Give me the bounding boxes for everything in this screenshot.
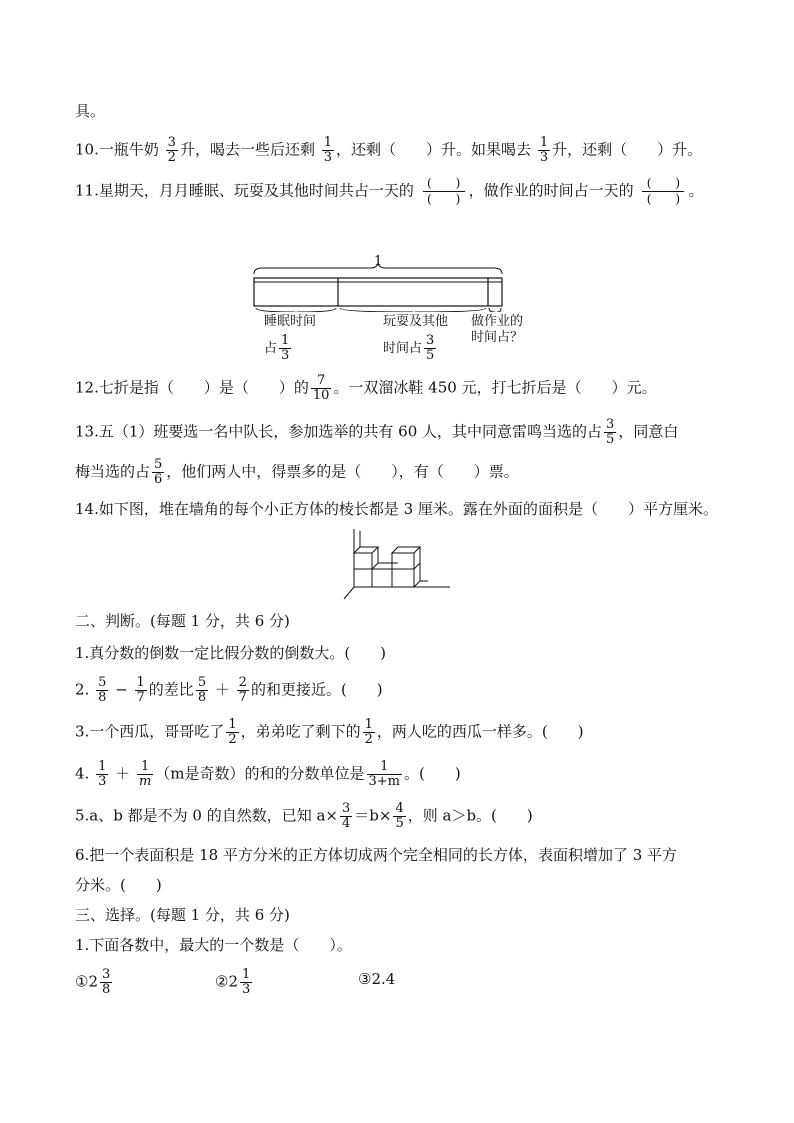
choice-question-1: 1.下面各数中，最大的一个数是（ ）。 [75, 936, 352, 954]
play-label: 玩耍及其他 时间占 $\frac{3}{5}$ [383, 314, 449, 363]
fraction: $\frac{1}{7}$ [136, 675, 145, 705]
answer-blank-fraction[interactable]: $\frac{( )}{( )}$ [423, 176, 465, 207]
judge-item-5: 5.a、b 都是不为 0 的自然数，已知 a× $\frac{3}{4}$ ＝b× $\frac{4}{5}$ ，则 a＞b。( ) [75, 801, 533, 831]
choice-option-2[interactable]: ②2 $\frac{1}{3}$ [215, 967, 251, 997]
question-13-line2: 梅当选的占 $\frac{5}{6}$ ，他们两人中，得票多的是（ ），有（ ）票。 [75, 457, 519, 487]
fraction: $\frac{2}{7}$ [238, 675, 247, 705]
fraction: $\frac{1}{3}$ [281, 333, 290, 363]
homework-label: 做作业的 时间占？ [471, 314, 524, 345]
fraction: $\frac{5}{6}$ [154, 457, 163, 487]
fraction: $\frac{1}{2}$ [364, 717, 373, 747]
cube-stack-figure [342, 527, 452, 603]
fraction: $\frac{5}{8}$ [98, 675, 107, 705]
fraction: $\frac{3}{4}$ [342, 801, 351, 831]
fraction: $\frac{1}{3+m}$ [368, 759, 401, 789]
fraction: $\frac{4}{5}$ [395, 801, 404, 831]
answer-blank-fraction[interactable]: $\frac{( )}{( )}$ [642, 176, 684, 207]
sleep-label: 睡眠时间 占 $\frac{1}{3}$ [264, 314, 317, 363]
question-11: 11.星期天，月月睡眠、玩耍及其他时间共占一天的 $\frac{( )}{( )}$ ，做作业的时间占一天的 $\frac{( )}{( )}$ 。 [75, 176, 704, 206]
fraction: $\frac{7}{10}$ [312, 373, 330, 403]
fraction: $\frac{3}{2}$ [167, 135, 176, 165]
fraction: $\frac{3}{5}$ [426, 333, 435, 363]
judge-item-1: 1.真分数的倒数一定比假分数的倒数大。( ) [75, 644, 387, 662]
fraction: $\frac{1}{3}$ [539, 135, 549, 165]
section-3-title: 三、选择。(每题 1 分，共 6 分) [75, 906, 290, 924]
section-2-title: 二、判断。(每题 1 分，共 6 分) [75, 612, 290, 630]
segment-diagram [248, 252, 518, 312]
judge-item-6-line2: 分米。( ) [75, 876, 162, 894]
fraction: $\frac{3}{8}$ [102, 967, 111, 997]
fraction: $\frac{5}{8}$ [197, 675, 207, 705]
question-10: 10.一瓶牛奶 $\frac{3}{2}$ 升，喝去一些后还剩 $\frac{1}{3}$ ，还剩（ ）升。如果喝去 $\frac{1}{3}$ 升，还剩（ ）升。 [75, 135, 703, 165]
fraction: $\frac{3}{5}$ [606, 417, 615, 447]
choice-option-1[interactable]: ①2 $\frac{3}{8}$ [75, 967, 111, 997]
question-13-line1: 13.五（1）班要选一名中队长，参加选举的共有 60 人，其中同意雷鸣当选的占 $\frac{3}{5}$ ，同意白 [75, 417, 679, 447]
judge-item-3: 3.一个西瓜，哥哥吃了 $\frac{1}{2}$ ，弟弟吃了剩下的 $\frac{1}{2}$ ，两人吃的西瓜一样多。( ) [75, 717, 584, 747]
choice-option-3[interactable]: ③2.4 [358, 970, 396, 988]
diagram-total-label: 1 [374, 254, 383, 269]
judge-item-6-line1: 6.把一个表面积是 18 平方分米的正方体切成两个完全相同的长方体，表面积增加了 3 平方 [75, 846, 678, 864]
fraction: $\frac{1}{m}$ [138, 759, 152, 789]
fraction: $\frac{1}{2}$ [228, 717, 237, 747]
question-12: 12.七折是指（ ）是（ ）的 $\frac{7}{10}$ 。一双溜冰鞋 450 元，打七折后是（ ）元。 [75, 373, 657, 403]
judge-item-2: 2. $\frac{5}{8}$ − $\frac{1}{7}$ 的差比 $\frac{5}{8}$ ＋ $\frac{2}{7}$ 的和更接近。( ) [75, 675, 383, 705]
question-14: 14.如下图，堆在墙角的每个小正方体的棱长都是 3 厘米。露在外面的面积是（ ）平方厘米。 [75, 500, 718, 518]
question-tail: 具。 [75, 102, 106, 120]
fraction: $\frac{1}{3}$ [242, 967, 251, 997]
judge-item-4: 4. $\frac{1}{3}$ ＋ $\frac{1}{m}$ （m是奇数）的和的分数单位是 $\frac{1}{3+m}$ 。( ) [75, 759, 461, 789]
fraction: $\frac{1}{3}$ [98, 759, 107, 789]
fraction: $\frac{1}{3}$ [323, 135, 333, 165]
